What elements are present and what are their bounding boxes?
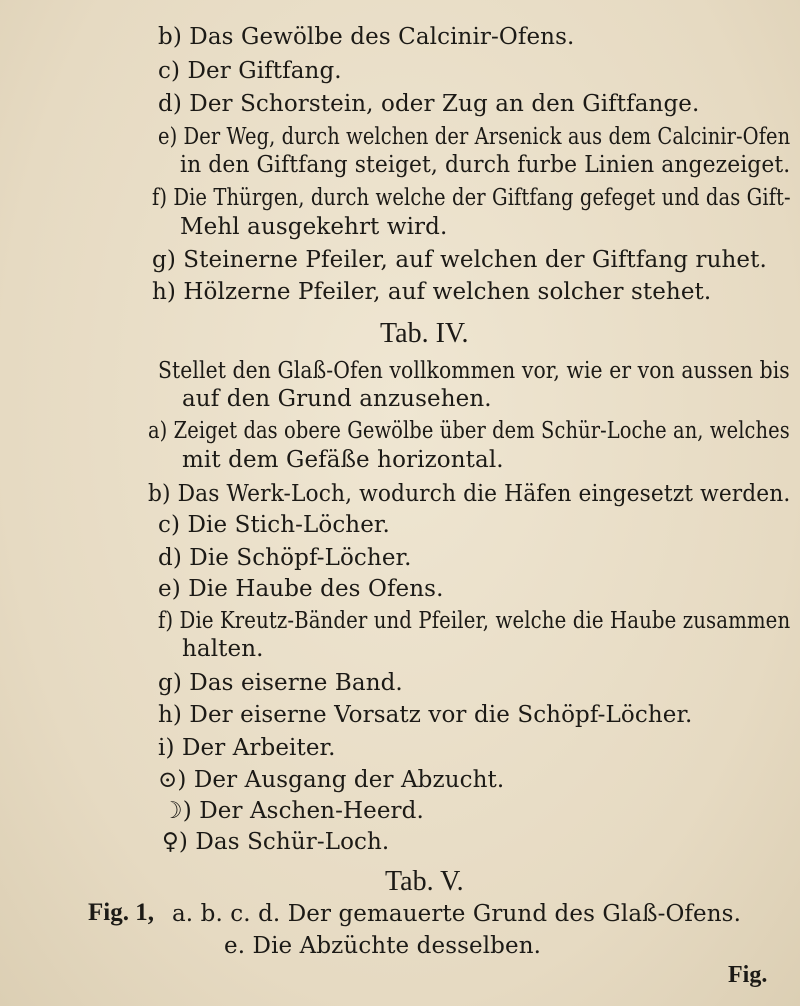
entry-sun-ausgang: ⊙) Der Ausgang der Abzucht. (158, 767, 505, 793)
entry-f-continuation: Mehl ausgekehrt wird. (180, 214, 448, 240)
entry-f-thuergen: f) Die Thürgen, durch welche der Giftfang gefeget und das Gift- (152, 185, 791, 211)
entry-f-kreutz-baender: f) Die Kreutz-Bänder und Pfeiler, welche die Haube zusammen (158, 608, 791, 634)
fig-1-label: Fig. 1, (88, 899, 154, 926)
entry-h-eiserne-vorsatz: h) Der eiserne Vorsatz vor die Schöpf-Löcher. (158, 702, 693, 728)
tab-iv-intro: Stellet den Glaß-Ofen vollkommen vor, wie er von aussen bis (158, 358, 790, 384)
entry-g-steinerne-pfeiler: g) Steinerne Pfeiler, auf welchen der Giftfang ruhet. (152, 247, 767, 273)
catchword: Fig. (728, 962, 768, 988)
entry-e-weg: e) Der Weg, durch welchen der Arsenick aus dem Calcinir-Ofen (158, 124, 791, 150)
entry-c-stich-loecher: c) Die Stich-Löcher. (158, 512, 390, 538)
entry-a-gewoelbe: a) Zeiget das obere Gewölbe über dem Schür-Loche an, welches (148, 418, 790, 444)
entry-e-haube: e) Die Haube des Ofens. (158, 576, 444, 602)
entry-d-schorstein: d) Der Schorstein, oder Zug an den Giftfange. (158, 91, 700, 117)
entry-b-werk-loch: b) Das Werk-Loch, wodurch die Häfen eingesetzt werden. (148, 481, 791, 507)
tab-iv-heading: Tab. IV. (380, 318, 469, 349)
entry-e-abzuechte: e. Die Abzüchte desselben. (224, 933, 542, 959)
entry-g-eiserne-band: g) Das eiserne Band. (158, 670, 403, 696)
entry-h-hoelzerne-pfeiler: h) Hölzerne Pfeiler, auf welchen solcher stehet. (152, 279, 712, 305)
entry-venus-schuer-loch: ♀) Das Schür-Loch. (162, 829, 390, 855)
entry-e-continuation: in den Giftfang steiget, durch furbe Linien angezeiget. (180, 152, 791, 178)
entry-c-giftfang: c) Der Giftfang. (158, 58, 342, 84)
tab-v-heading: Tab. V. (385, 866, 464, 897)
tab-iv-intro-continuation: auf den Grund anzusehen. (182, 386, 492, 412)
entry-abcd-grund: a. b. c. d. Der gemauerte Grund des Glaß-Ofens. (172, 901, 741, 927)
entry-f-continuation-2: halten. (182, 636, 264, 662)
entry-i-arbeiter: i) Der Arbeiter. (158, 735, 336, 761)
entry-a-continuation: mit dem Gefäße horizontal. (182, 447, 504, 473)
entry-b-calcinir-vault: b) Das Gewölbe des Calcinir-Ofens. (158, 24, 575, 50)
entry-moon-aschen-heerd: ☽) Der Aschen-Heerd. (162, 798, 424, 824)
entry-d-schoepf-loecher: d) Die Schöpf-Löcher. (158, 545, 412, 571)
